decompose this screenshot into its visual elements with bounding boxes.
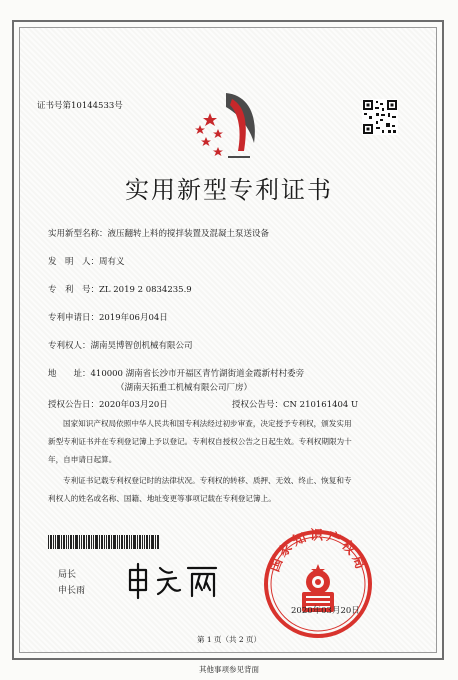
legal-status-line1: 专利证书记载专利权登记时的法律状况。专利权的转移、质押、无效、终止、恢复和专 bbox=[63, 476, 352, 485]
utility-name-row bbox=[48, 227, 269, 239]
barcode-icon bbox=[48, 535, 160, 549]
certificate-title: 实用新型专利证书 bbox=[125, 176, 333, 204]
inventor-label: 发 明 人： bbox=[48, 257, 100, 267]
certificate-number: 证书号第10144533号 bbox=[37, 101, 123, 111]
qr-code-icon bbox=[362, 99, 398, 135]
filing-date-value: 2019年06月04日 bbox=[99, 313, 168, 323]
address-row bbox=[48, 367, 304, 379]
grant-number-label: 授权公告号： bbox=[232, 400, 284, 410]
grant-number-row bbox=[232, 398, 358, 410]
page-number: 第 1 页（共 2 页） bbox=[196, 635, 262, 644]
grant-statement bbox=[48, 415, 408, 469]
director-name: 申长雨 bbox=[58, 586, 86, 596]
svg-text:国家知识产权局: 国家知识产权局 bbox=[267, 528, 369, 575]
grant-statement-line3: 年，自申请日起算。 bbox=[48, 455, 117, 464]
official-seal-icon bbox=[262, 528, 374, 640]
filing-date-label: 专利申请日： bbox=[48, 313, 100, 323]
patent-number-label: 专 利 号： bbox=[48, 285, 100, 295]
grant-statement-line2: 新型专利证书并在专利登记簿上予以登记。专利权自授权公告之日起生效。专利权期限为十 bbox=[48, 437, 352, 446]
address-line1: 410000 湖南省长沙市开福区青竹湖街道金霞新村村委旁 bbox=[90, 369, 305, 379]
utility-name-value: 液压翻转上料的搅拌装置及混凝土泵送设备 bbox=[107, 229, 270, 239]
patentee-value: 湖南昊博智创机械有限公司 bbox=[90, 341, 193, 351]
grant-date-row bbox=[48, 398, 168, 410]
grant-date-value: 2020年03月20日 bbox=[99, 400, 168, 410]
grant-number-value: CN 210161404 U bbox=[283, 400, 359, 410]
director-title: 局长 bbox=[58, 570, 77, 580]
legal-status-statement bbox=[48, 472, 408, 508]
patentee-label: 专利权人： bbox=[48, 341, 91, 351]
grant-date-label: 授权公告日： bbox=[48, 400, 100, 410]
address-label: 地 址： bbox=[48, 369, 91, 379]
utility-name-label: 实用新型名称： bbox=[48, 229, 108, 239]
address-line2: （湖南天拓重工机械有限公司厂房） bbox=[116, 383, 253, 393]
patent-number-row bbox=[48, 283, 192, 295]
cnipa-emblem-icon bbox=[188, 85, 270, 165]
inventor-row bbox=[48, 255, 125, 267]
footer-note: 其他事项参见背面 bbox=[199, 665, 259, 674]
patentee-row bbox=[48, 339, 193, 351]
inventor-value: 周有义 bbox=[99, 257, 125, 267]
seal-date: 2020年03月20日 bbox=[291, 606, 360, 616]
legal-status-line2: 利权人的姓名或名称、国籍、地址变更等事项记载在专利登记簿上。 bbox=[48, 494, 276, 503]
filing-date-row bbox=[48, 311, 168, 323]
signature-icon bbox=[124, 560, 220, 600]
grant-statement-line1: 国家知识产权局依照中华人民共和国专利法经过初步审查，决定授予专利权，颁发实用 bbox=[63, 419, 352, 428]
patent-number-value: ZL 2019 2 0834235.9 bbox=[99, 285, 192, 295]
